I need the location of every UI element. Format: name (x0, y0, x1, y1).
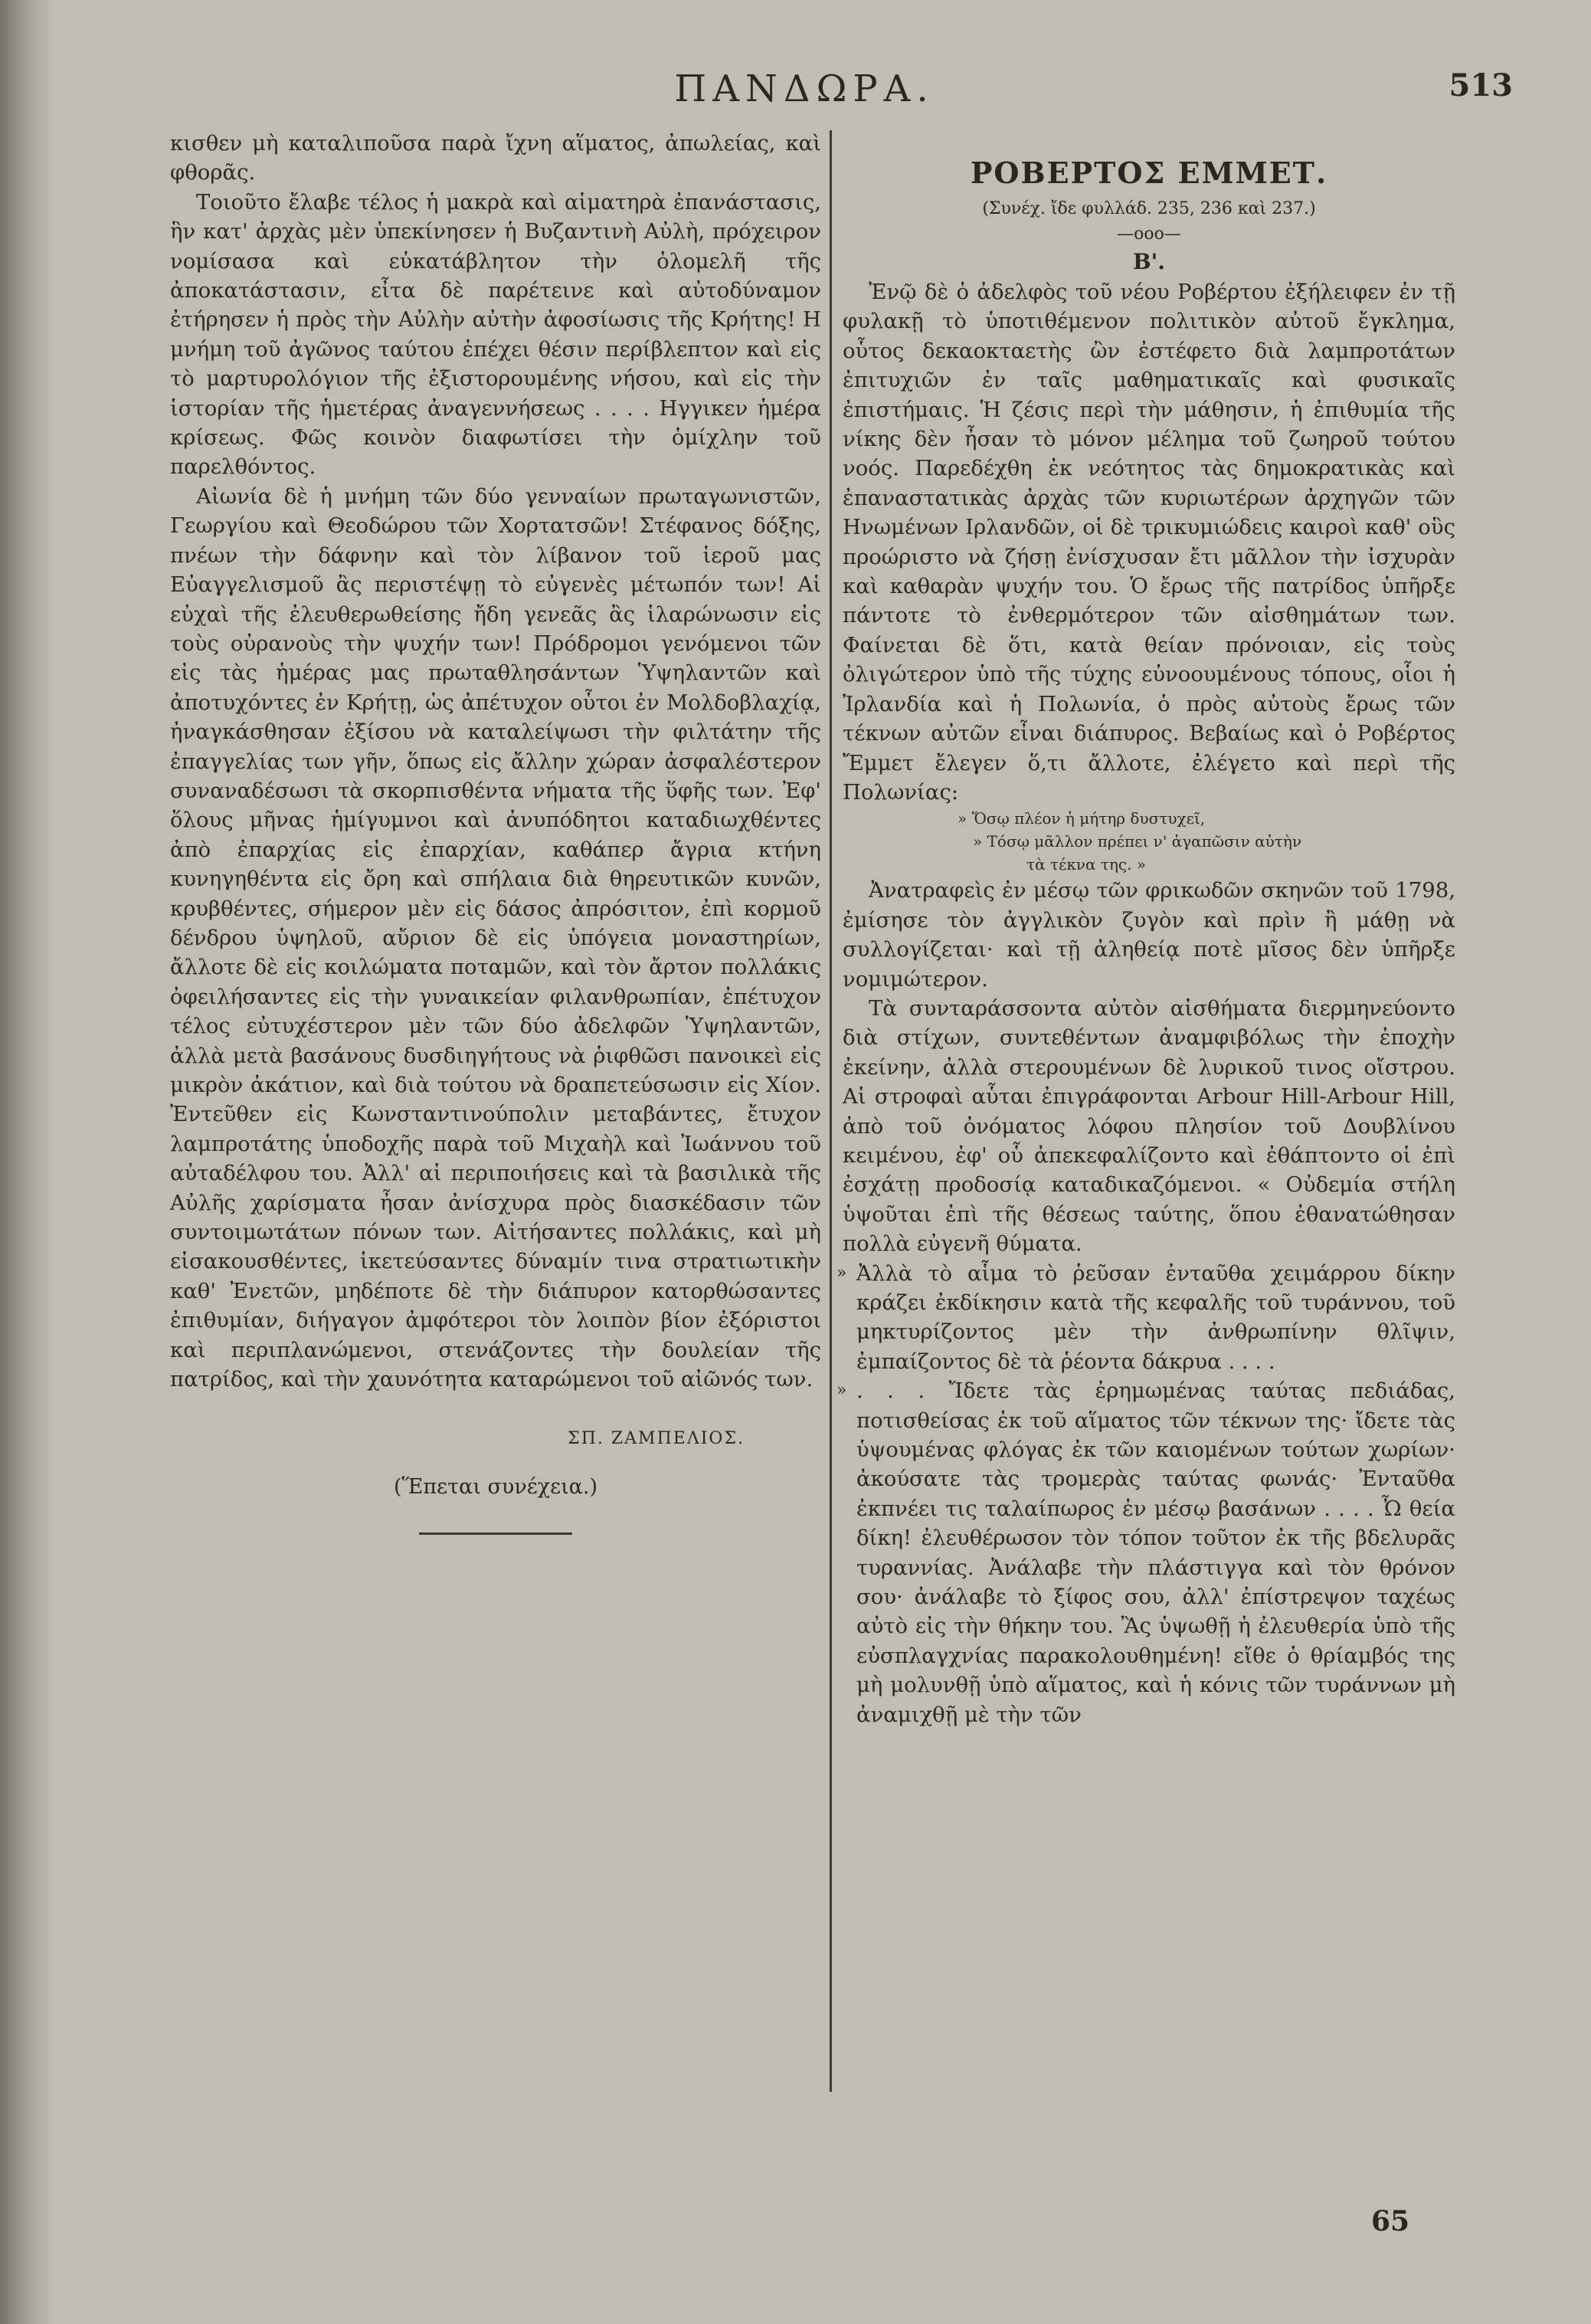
part-heading: Β'. (1133, 249, 1165, 274)
left-column (170, 129, 821, 1535)
article-subtitle: (Συνέχ. ἴδε φυλλάδ. 235, 236 καὶ 237.) (982, 199, 1316, 218)
page-edge-shadow (0, 0, 54, 2324)
verse-line: » Ὅσῳ πλέον ἡ μήτηρ δυστυχεῖ, (958, 809, 1206, 828)
quoted-passage: » Ἀλλὰ τὸ αἷμα τὸ ῥεῦσαν ἐνταῦθα χειμάρρου δίκην κράζει ἐκδίκησιν κατὰ τῆς κεφαλῆς τοῦ τυράννου, τοῦ μηκτυρίζοντος μὲν τὴν ἀνθρωπίνην θλῖψιν, ἐμπαίζοντος δὲ τὰ ῥέοντα δάκρυα . . . . (843, 1259, 1455, 1377)
paragraph: Τοιοῦτο ἔλαβε τέλος ἡ μακρὰ καὶ αἱματηρὰ ἐπανάστασις, ἣν κατ' ἀρχὰς μὲν ὑπεκίνησεν ἡ Βυζαντινὴ Αὐλὴ, πρόχειρον νομίσασα καὶ εὐκατάβλητον τὴν ὁλομελῆ τῆς ἀποκατάστασιν, εἶτα δὲ παρέτεινε καὶ αὐτοδύναμον ἐτήρησεν ἡ πρὸς τὴν Αὐλὴν αὐτὴν ἀφοσίωσις τῆς Κρήτης! Η μνήμη τοῦ ἀγῶνος ταύτου ἐπέχει θέσιν περίβλεπτον καὶ εἰς τὸ μαρτυρολόγιον τῆς ἐξιστορουμένης νήσου, καὶ εἰς τὴν ἱστορίαν τῆς ἡμετέρας ἀναγεννήσεως . . . . Ηγγικεν ἡμέρα κρίσεως. Φῶς κοινὸν διαφωτίσει τὴν ὁμίχλην τοῦ παρελθόντος. (170, 189, 821, 480)
end-rule (419, 1532, 572, 1535)
separator: —ooo— (1117, 225, 1181, 244)
verse-line: τὰ τέκνα της. » (1026, 855, 1147, 874)
paragraph: Ἐνῷ δὲ ὁ ἀδελφὸς τοῦ νέου Ροβέρτου ἐξήλειφεν ἐν τῇ φυλακῇ τὸ ὑποτιθέμενον πολιτικὸν αὐτοῦ ἔγκλημα, οὗτος δεκαοκταετὴς ὢν ἐστέφετο διὰ λαμπροτάτων ἐπιτυχιῶν ἐν ταῖς μαθηματικαῖς καὶ φυσικαῖς ἐπιστήμαις. Ἡ ζέσις περὶ τὴν μάθησιν, ἡ ἐπιθυμία τῆς νίκης δὲν ἦσαν τὸ μόνον μέλημα τοῦ ζωηροῦ τούτου νοός. Παρεδέχθη ἐκ νεότητος τὰς δημοκρατικὰς καὶ ἐπαναστατικὰς ἀρχὰς τῶν κυριωτέρων ἀρχηγῶν τῶν Ηνωμένων Ιρλανδῶν, οἱ δὲ τρικυμιώδεις καιροὶ καθ' οὓς προώριστο νὰ ζήσῃ ἐνίσχυσαν ἔτι μᾶλλον τὴν ἰσχυρὰν καὶ καθαρὰν ψυχήν του. Ὁ ἔρως τῆς πατρίδος ὑπῆρξε πάντοτε τὸ ἐνθερμότερον τῶν αἰσθημάτων των. Φαίνεται δὲ ὅτι, κατὰ θείαν πρόνοιαν, εἰς τοὺς ὀλιγώτερον ὑπὸ τῆς τύχης εὐνοουμένους τόπους, οἷοι ἡ Ἰρλανδία καὶ ἡ Πολωνία, ὁ πρὸς αὐτοὺς ἔρως τῶν τέκνων αὐτῶν εἶναι διάπυρος. Βεβαίως καὶ ὁ Ροβέρτος Ἔμμετ ἔλεγεν ὅ,τι ἄλλοτε, ἐλέγετο καὶ περὶ τῆς Πολωνίας: (843, 280, 1455, 805)
signature-mark: 65 (1371, 2205, 1410, 2237)
continued-note: (Ἕπεται συνέχεια.) (393, 1474, 598, 1499)
column-divider (830, 130, 832, 2092)
author-signature: ΣΠ. ΖΑΜΠΕΛΙΟΣ. (568, 1429, 745, 1449)
running-title: ΠΑΝΔΩΡΑ. (674, 67, 935, 110)
quoted-passage: » . . . Ἴδετε τὰς ἐρημωμένας ταύτας πεδιάδας, ποτισθείσας ἐκ τοῦ αἵματος τῶν τέκνων της· ἴδετε τὰς ὑψουμένας φλόγας ἐκ τῶν καιομένων τούτων χωρίων· ἀκούσατε τὰς τρομερὰς ταύτας φωνάς· Ἐνταῦθα ἐκπνέει τις ταλαίπωρος ἐν μέσῳ βασάνων . . . . Ὦ θεία δίκη! ἐλευθέρωσον τὸν τόπον τοῦτον ἐκ τῆς βδελυρᾶς τυραννίας. Ἀνάλαβε τὴν πλάστιγγα καὶ τὸν θρόνον σου· ἀνάλαβε τὸ ξίφος σου, ἀλλ' ἐπίστρεψον ταχέως αὐτὸ εἰς τὴν θήκην του. Ἂς ὑψωθῇ ἡ ἐλευθερία ὑπὸ τῆς εὐσπλαγχνίας παρακολουθημένη! εἴθε ὁ θρίαμβός της μὴ μολυνθῇ ὑπὸ αἵματος, καὶ ἡ κόνις τῶν τυράννων μὴ ἀναμιχθῇ μὲ τὴν τῶν (843, 1376, 1455, 1729)
paragraph: Αἰωνία δὲ ἡ μνήμη τῶν δύο γενναίων πρωταγωνιστῶν, Γεωργίου καὶ Θεοδώρου τῶν Χορτατσῶν! Στέφανος δόξης, πνέων τὴν δάφνην καὶ τὸν λίβανον τοῦ ἱεροῦ μας Εὐαγγελισμοῦ ἂς περιστέψῃ τὸ εὐγενὲς μέτωπόν των! Αἱ εὐχαὶ τῆς ἐλευθερωθείσης ἤδη γενεᾶς ἂς ἱλαρώνωσιν εἰς τοὺς οὐρανοὺς τὴν ψυχήν των! Πρόδρομοι γενόμενοι τῶν εἰς τὰς ἡμέρας μας πρωταθλησάντων Ὑψηλαντῶν καὶ ἀποτυχόντες ἐν Κρήτῃ, ὡς ἀπέτυχον οὗτοι ἐν Μολδοβλαχίᾳ, ἠναγκάσθησαν ἐξίσου νὰ καταλείψωσι τὴν φιλτάτην τῆς ἐπαγγελίας των γῆν, ὅπως εἰς ἄλλην χώραν ἀσφαλέστερον συναναδέσωσι τὰ σκορπισθέντα νήματα τῆς ὕφῆς των. Ἐφ' ὅλους μῆνας ἡμίγυμνοι καὶ ἀνυπόδητοι καταδιωχθέντες ἀπὸ ἐπαρχίας εἰς ἐπαρχίαν, καθάπερ ἄγρια κτήνη κυνηγηθέντα εἰς ὄρη καὶ σπήλαια διὰ θηρευτικῶν κυνῶν, κρυβθέντες, σήμερον μὲν εἰς δάσος ἀπρόσιτον, ἐπὶ κορμοῦ δένδρου ὑψηλοῦ, αὔριον δὲ εἰς ὑπόγεια μοναστηρίων, ἄλλοτε δὲ εἰς κοιλώματα ποταμῶν, καὶ τὸν ἄρτον πολλάκις ὀφειλήσαντες εἰς τὴν γυναικείαν φιλανθρωπίαν, ἐπέτυχον τέλος εὐτυχέστερον μὲν τῶν δύο ἀδελφῶν Ὑψηλαντῶν, ἀλλὰ μετὰ βασάνους δυσδιηγήτους νὰ ῥιφθῶσι πανοικεὶ εἰς μικρὸν ἀκάτιον, καὶ διὰ τούτου νὰ δραπετεύσωσιν εἰς Χίον. Ἐντεῦθεν εἰς Κωνσταντινούπολιν μεταβάντες, ἔτυχον λαμπροτάτης ὑποδοχῆς παρὰ τοῦ Μιχαὴλ καὶ Ἰωάννου τοῦ αὐταδέλφου του. Ἀλλ' αἱ περιποιήσεις καὶ τὰ βασιλικὰ τῆς Αὐλῆς χαρίσματα ἦσαν ἀνίσχυρα πρὸς διασκέδασιν τῶν συντοιμωτάτων πόνων των. Αἰτήσαντες πολλάκις, καὶ μὴ εἰσακουσθέντες, ἱκετεύσαντες δύναμίν τινα στρατιωτικὴν καθ' Ἐνετῶν, μηδέποτε δὲ τὴν διάπυρον κατορθώσαντες ἐπιθυμίαν, διήγαγον ἀμφότεροι τὸν λοιπὸν βίον ἐξόριστοι καὶ περιπλανώμενοι, στενάζοντες τὴν δουλείαν τῆς πατρίδος, καὶ τὴν χαυνότητα καταρώμενοι τοῦ αἰῶνός των. (170, 483, 821, 1392)
paragraph: Τὰ συνταράσσοντα αὐτὸν αἰσθήματα διερμηνεύοντο διὰ στίχων, συντεθέντων ἀναμφιβόλως τὴν ἐποχὴν ἐκείνην, ἀλλὰ στερουμένων δὲ λυρικοῦ τινος οἴστρου. Αἱ στροφαὶ αὗται ἐπιγράφονται Arbour Hill-Arbour Hill, ἀπὸ τοῦ ὀνόματος λόφου πλησίον τοῦ Δουβλίνου κειμένου, ἐφ' οὗ ἀπεκεφαλίζοντο καὶ ἐθάπτοντο οἱ ἐπὶ ἐσχάτῃ προδοσίᾳ καταδικαζόμενοι. « Οὐδεμία στήλη ὑψοῦται ἐπὶ τῆς θέσεως ταύτης, ὅπου ἐθανατώθησαν πολλὰ εὐγενῆ θύματα. (843, 995, 1455, 1257)
article-title: ΡΟΒΕΡΤΟΣ ΕΜΜΕΤ. (970, 156, 1328, 190)
paragraph: Ἀνατραφεὶς ἐν μέσῳ τῶν φρικωδῶν σκηνῶν τοῦ 1798, ἐμίσησε τὸν ἀγγλικὸν ζυγὸν καὶ πρὶν ἢ μάθῃ νὰ συλλογίζεται· καὶ τῇ ἀληθείᾳ ποτὲ μῖσος δὲν ὑπῆρξε νομιμώτερον. (843, 878, 1455, 992)
verse-line: » Τόσῳ μᾶλλον πρέπει ν' ἀγαπῶσιν αὐτὴν (973, 832, 1301, 851)
paragraph: κισθεν μὴ καταλιποῦσα παρὰ ἴχνη αἵματος, ἀπωλείας, καὶ φθορᾶς. (170, 131, 821, 185)
page-header (0, 67, 1591, 121)
right-column (843, 153, 1455, 1729)
page-number: 513 (1449, 67, 1513, 103)
